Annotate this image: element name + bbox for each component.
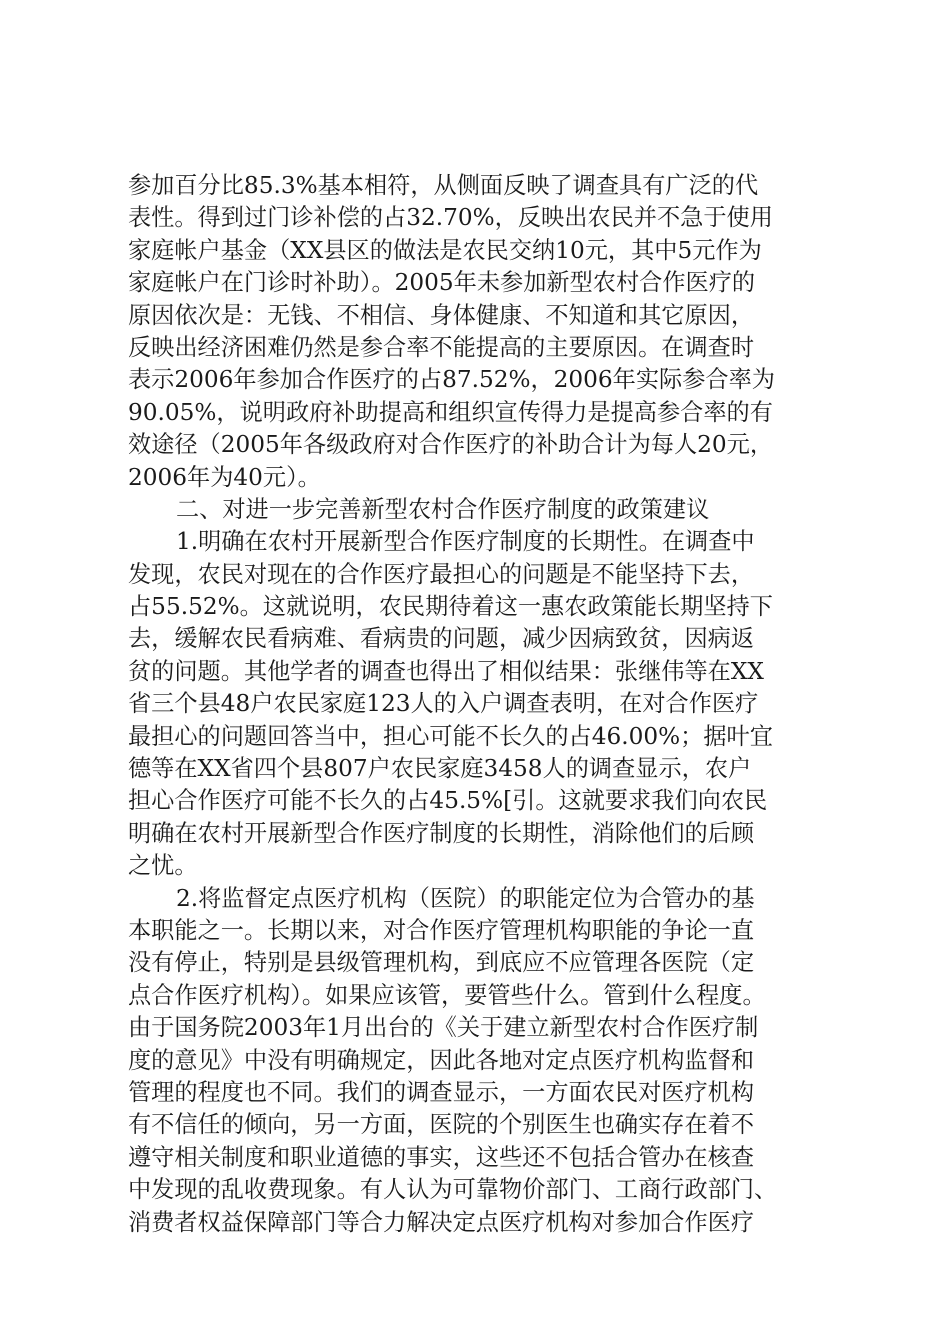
document-body — [128, 170, 833, 1239]
text-line: 2.将监督定点医疗机构（医院）的职能定位为合管办的基 — [176, 884, 755, 912]
text-line: 贫的问题。其他学者的调查也得出了相似结果：张继伟等在XX — [128, 657, 764, 685]
text-line: 遵守相关制度和职业道德的事实，这些还不包括合管办在核查 — [128, 1143, 755, 1171]
text-line: 原因依次是：无钱、不相信、身体健康、不知道和其它原因， — [128, 301, 755, 329]
text-line: 发现，农民对现在的合作医疗最担心的问题是不能坚持下去， — [128, 560, 755, 588]
text-line: 家庭帐户在门诊时补助）。2005年未参加新型农村合作医疗的 — [128, 269, 756, 297]
text-line: 参加百分比85.3%基本相符，从侧面反映了调查具有广泛的代 — [128, 172, 759, 199]
text-line: 没有停止，特别是县级管理机构，到底应不应管理各医院（定 — [128, 949, 755, 977]
text-line: 省三个县48户农民家庭123人的入户调查表明，在对合作医疗 — [128, 690, 759, 718]
text-line: 二、对进一步完善新型农村合作医疗制度的政策建议 — [176, 495, 710, 523]
text-line: 消费者权益保障部门等合力解决定点医疗机构对参加合作医疗 — [128, 1208, 755, 1236]
text-line: 表示2006年参加合作医疗的占87.52%，2006年实际参合率为 — [128, 366, 775, 394]
text-line: 由于国务院2003年1月出台的《关于建立新型农村合作医疗制 — [128, 1014, 759, 1042]
text-line: 中发现的乱收费现象。有人认为可靠物价部门、工商行政部门、 — [128, 1176, 778, 1204]
text-line: 之忧。 — [128, 852, 198, 880]
text-line: 去，缓解农民看病难、看病贵的问题，减少因病致贫，因病返 — [128, 625, 755, 653]
text-line: 度的意见》中没有明确规定，因此各地对定点医疗机构监督和 — [128, 1046, 755, 1074]
text-line: 表性。得到过门诊补偿的占32.70%，反映出农民并不急于使用 — [128, 204, 773, 232]
text-line: 管理的程度也不同。我们的调查显示，一方面农民对医疗机构 — [128, 1078, 755, 1106]
text-line: 1.明确在农村开展新型合作医疗制度的长期性。在调查中 — [176, 528, 755, 556]
text-line: 本职能之一。长期以来，对合作医疗管理机构职能的争论一直 — [128, 916, 755, 944]
text-line: 有不信任的倾向，另一方面，医院的个别医生也确实存在着不 — [128, 1111, 755, 1139]
text-line: 德等在XX省四个县807户农民家庭3458人的调查显示，农户 — [128, 755, 752, 783]
text-line: 最担心的问题回答当中，担心可能不长久的占46.00%；据叶宜 — [128, 722, 773, 750]
text-line: 担心合作医疗可能不长久的占45.5%[引。这就要求我们向农民 — [128, 787, 768, 815]
text-line: 90.05%，说明政府补助提高和组织宣传得力是提高参合率的有 — [128, 398, 773, 426]
text-line: 点合作医疗机构）。如果应该管，要管些什么。管到什么程度。 — [128, 981, 766, 1009]
text-line: 明确在农村开展新型合作医疗制度的长期性，消除他们的后顾 — [128, 819, 755, 847]
text-line: 占55.52%。这就说明，农民期待着这一惠农政策能长期坚持下 — [128, 593, 773, 621]
text-line: 效途径（2005年各级政府对合作医疗的补助合计为每人20元， — [128, 431, 774, 459]
text-line: 家庭帐户基金（XX县区的做法是农民交纳10元，其中5元作为 — [128, 236, 762, 264]
text-lines — [128, 170, 833, 1239]
text-line: 2006年为40元）。 — [128, 463, 321, 491]
text-line: 反映出经济困难仍然是参合率不能提高的主要原因。在调查时 — [128, 333, 755, 361]
